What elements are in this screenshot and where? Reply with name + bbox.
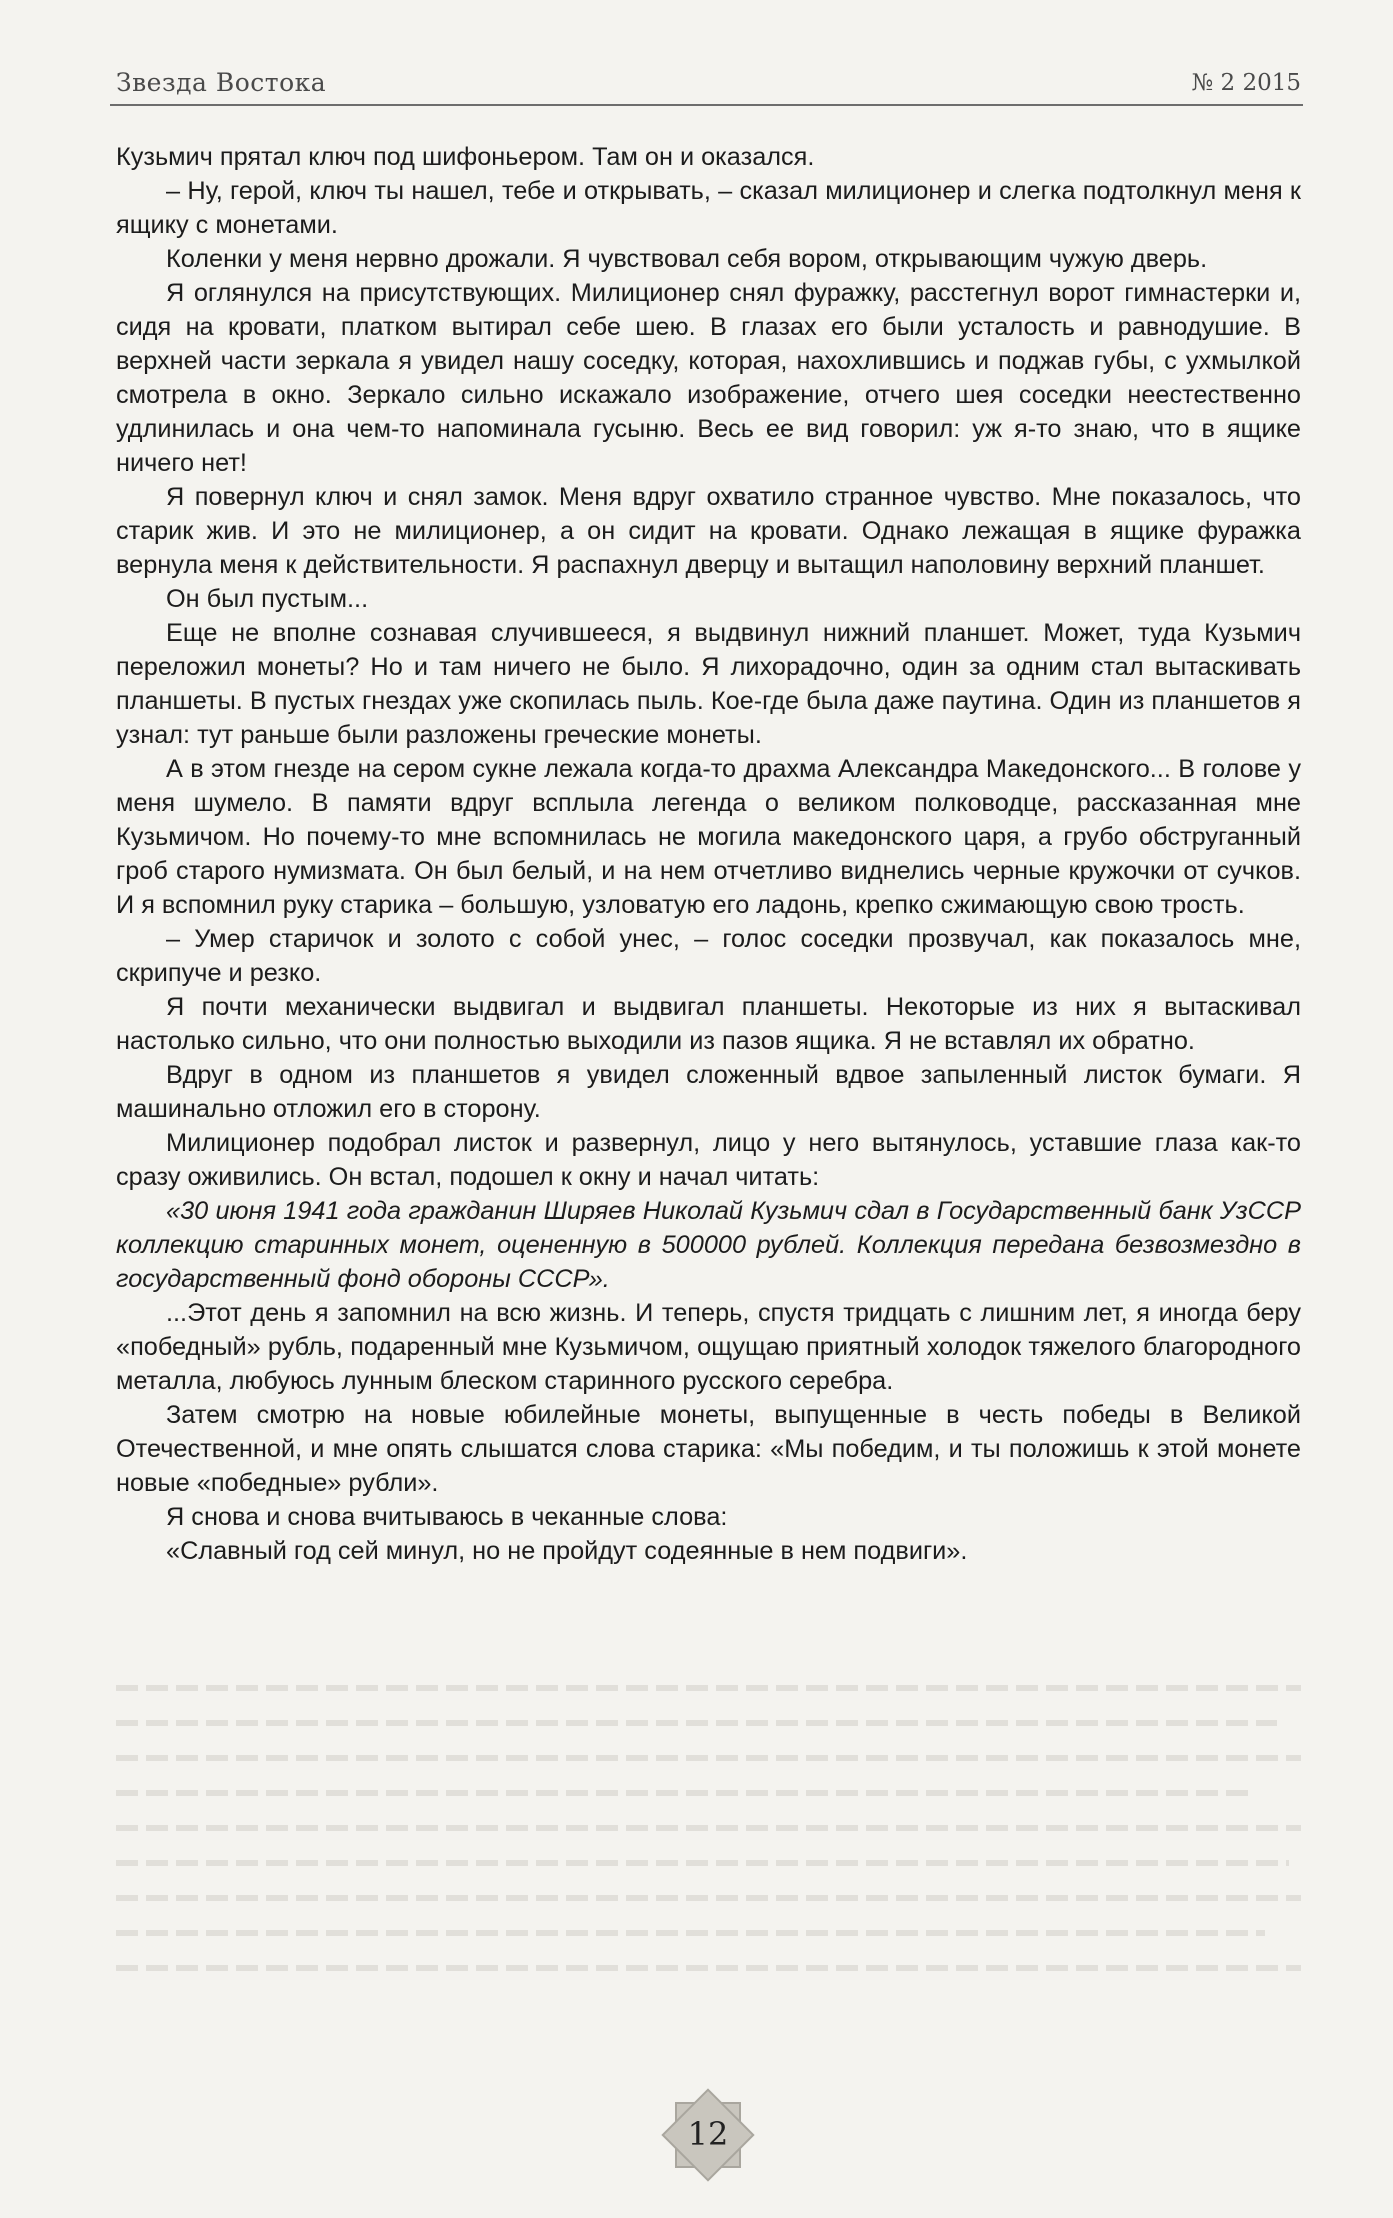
paragraph: ...Этот день я запомнил на всю жизнь. И теперь, спустя тридцать с лишним лет, я иногда беру «победный» рубль, подаренный мне Кузьмичом, ощущаю приятный холодок тяжелого благородного металла, любуюсь лунным блеском старинного русского серебра.: [116, 1299, 1301, 1395]
paragraph: Я оглянулся на присутствующих. Милиционер снял фуражку, расстегнул ворот гимнастерки и, сидя на кровати, платком вытирал себе шею. В глазах его были усталость и равнодушие. В верхней части зеркала я увидел нашу соседку, которая, нахохлившись и поджав губы, с ухмылкой смотрела в окно. Зеркало сильно искажало изображение, отчего шея соседки неестественно удлинилась и она чем-то напоминала гусыню. Весь ее вид говорил: уж я-то знаю, что в ящике ничего нет!: [116, 279, 1301, 477]
page-header: [110, 60, 1303, 106]
paragraph: Еще не вполне сознавая случившееся, я выдвинул нижний планшет. Может, туда Кузьмич переложил монеты? Но и там ничего не было. Я лихорадочно, один за одним стал вытаскивать планшеты. В пустых гнездах уже скопилась пыль. Кое-где была даже паутина. Один из планшетов я узнал: тут раньше были разложены греческие монеты.: [116, 619, 1301, 749]
paragraph: Я повернул ключ и снял замок. Меня вдруг охватило странное чувство. Мне показалось, что старик жив. И это не милиционер, а он сидит на кровати. Однако лежащая в ящике фуражка вернула меня к действительности. Я распахнул дверцу и вытащил наполовину верхний планшет.: [116, 483, 1301, 579]
magazine-title: Звезда Востока: [116, 68, 327, 97]
paragraph: Милиционер подобрал листок и развернул, лицо у него вытянулось, уставшие глаза как-то сразу оживились. Он встал, подошел к окну и начал читать:: [116, 1129, 1301, 1191]
document-quote: «30 июня 1941 года гражданин Ширяев Николай Кузьмич сдал в Государственный банк УзССР коллекцию старинных монет, оцененную в 500000 рублей. Коллекция передана безвозмездно в государственный фонд обороны СССР».: [116, 1197, 1301, 1293]
paragraph: Затем смотрю на новые юбилейные монеты, выпущенные в честь победы в Великой Отечественной, и мне опять слышатся слова старика: «Мы победим, и ты положишь к этой монете новые «победные» рубли».: [116, 1401, 1301, 1497]
page-number: 12: [687, 2115, 729, 2153]
article-body: [116, 140, 1301, 1568]
paragraph: Вдруг в одном из планшетов я увидел сложенный вдвое запыленный листок бумаги. Я машинально отложил его в сторону.: [116, 1061, 1301, 1123]
paragraph: – Ну, герой, ключ ты нашел, тебе и открывать, – сказал милиционер и слегка подтолкнул меня к ящику с монетами.: [116, 177, 1301, 239]
paragraph: Он был пустым...: [166, 585, 369, 613]
bleed-through-text: [116, 1685, 1301, 2015]
paragraph: Коленки у меня нервно дрожали. Я чувствовал себя вором, открывающим чужую дверь.: [166, 245, 1208, 273]
paragraph: А в этом гнезде на сером сукне лежала когда-то драхма Александра Македонского... В голове у меня шумело. В памяти вдруг всплыла легенда о великом полководце, рассказанная мне Кузьмичом. Но почему-то мне вспомнилась не могила македонского царя, а грубо обструганный гроб старого нумизмата. Он был белый, и на нем отчетливо виднелись черные кружочки от сучков. И я вспомнил руку старика – большую, узловатую его ладонь, крепко сжимающую свою трость.: [116, 755, 1301, 919]
paragraph: «Славный год сей минул, но не пройдут содеянные в нем подвиги».: [166, 1537, 968, 1565]
paragraph: Я снова и снова вчитываюсь в чеканные слова:: [166, 1503, 728, 1531]
paragraph: – Умер старичок и золото с собой унес, – голос соседки прозвучал, как показалось мне, скрипуче и резко.: [116, 925, 1301, 987]
page-number-badge: [650, 2077, 766, 2193]
paragraph: Я почти механически выдвигал и выдвигал планшеты. Некоторые из них я вытаскивал настолько сильно, что они полностью выходили из пазов ящика. Я не вставлял их обратно.: [116, 993, 1301, 1055]
issue-number: № 2 2015: [1191, 70, 1301, 96]
paragraph: Кузьмич прятал ключ под шифоньером. Там он и оказался.: [116, 143, 815, 171]
